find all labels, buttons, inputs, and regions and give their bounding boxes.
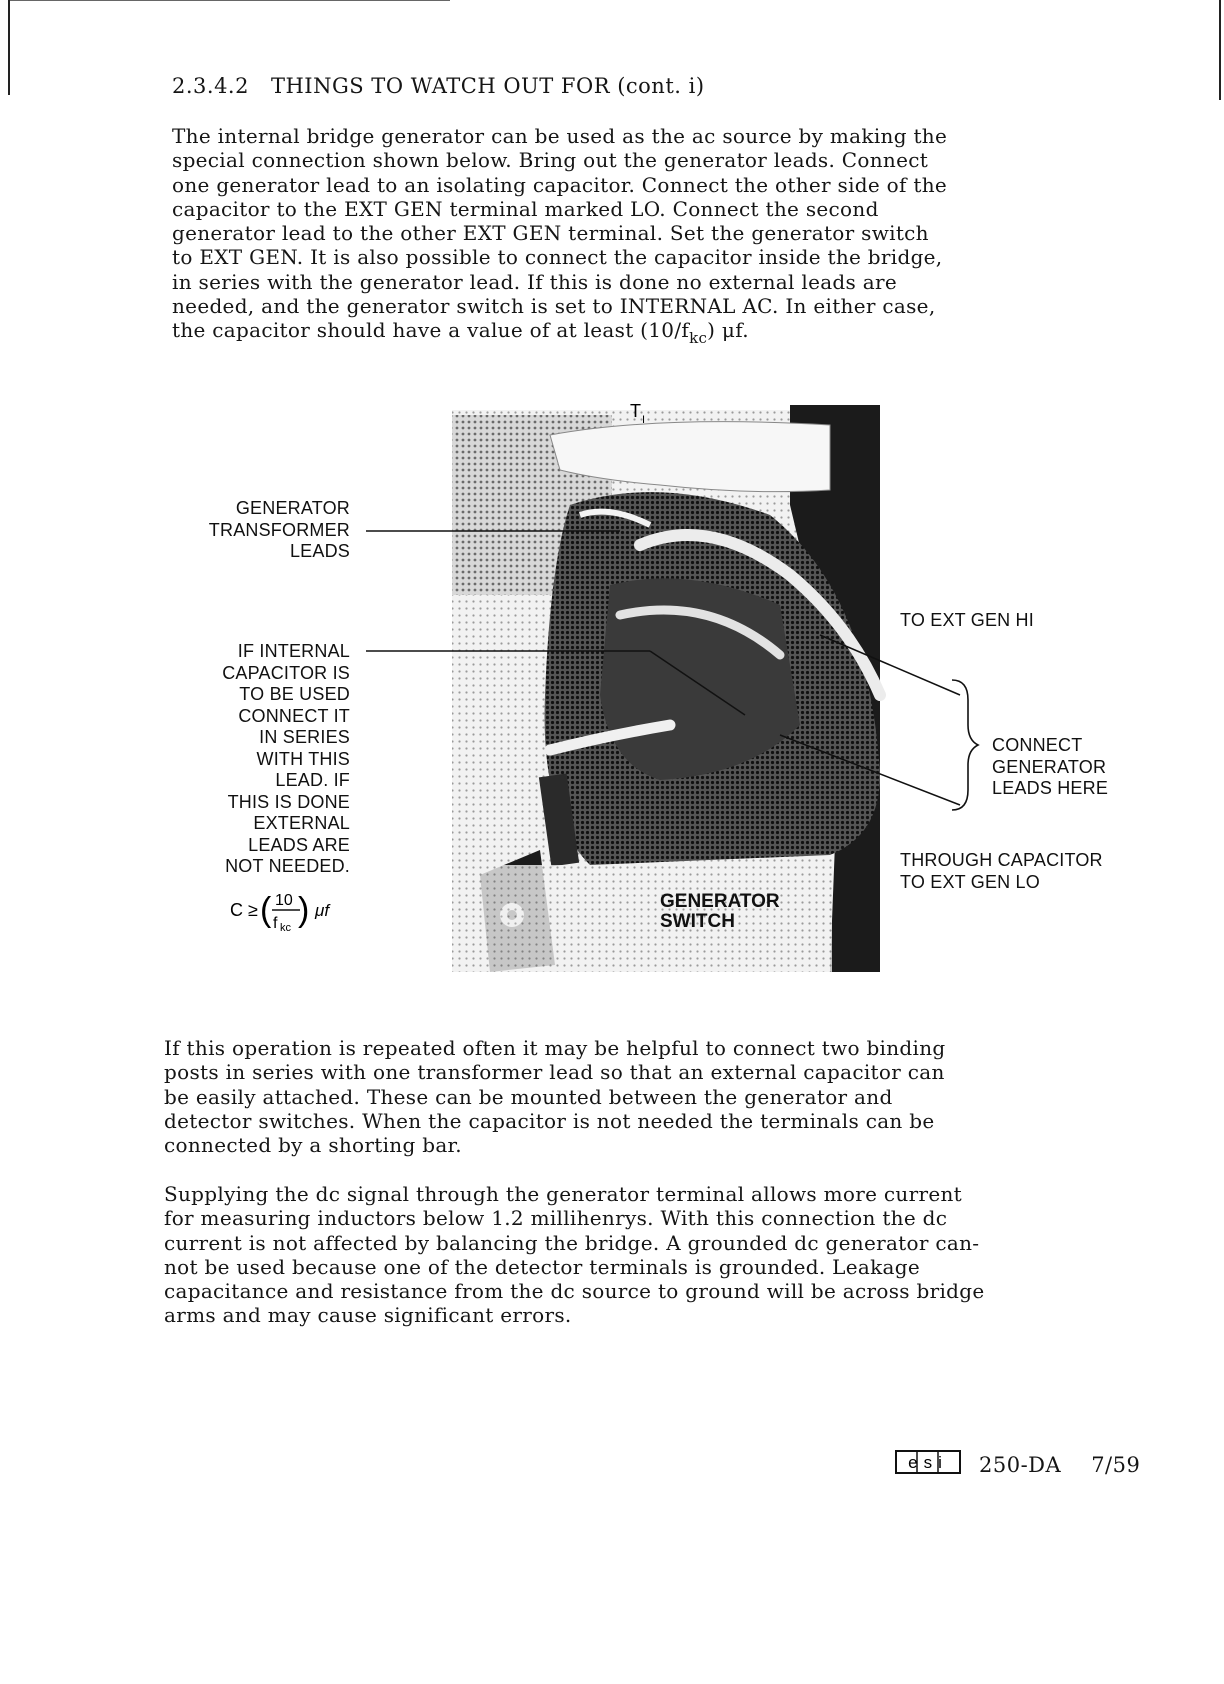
photo-label-switch-line1: GENERATOR: [660, 891, 780, 912]
photo-label-t1-sub: I: [642, 414, 646, 426]
formula-denominator: f: [273, 915, 278, 932]
label-ext-gen-lo: THROUGH CAPACITOR TO EXT GEN LO: [900, 850, 1103, 892]
text-line: If this operation is repeated often it may be helpful to connect two binding: [164, 1036, 946, 1060]
paragraph-intro: [172, 124, 948, 348]
formula-denominator-sub: kc: [280, 922, 291, 934]
footer-date: 7/59: [1091, 1452, 1141, 1477]
text-line: be easily attached. These can be mounted between the generator and: [164, 1084, 893, 1109]
text-line-formula: [172, 318, 947, 348]
text-line: arms and may cause significant errors.: [164, 1303, 572, 1328]
formula-subscript: kc: [689, 329, 708, 348]
page-edge-top: [10, 0, 450, 1]
paragraph-binding-posts: [164, 1036, 946, 1157]
text-line: The internal bridge generator can be used as the ac source by making the: [172, 124, 948, 148]
label-transformer-leads: GENERATOR TRANSFORMER LEADS: [208, 498, 350, 561]
text-line: posts in series with one transformer lead so that an external capacitor can: [164, 1060, 945, 1085]
text-line: one generator lead to an isolating capacitor. Connect the other side of the: [172, 172, 948, 197]
label-connect-leads: CONNECT GENERATOR LEADS HERE: [992, 735, 1109, 798]
text-line: generator lead to the other EXT GEN terminal. Set the generator switch: [172, 221, 929, 246]
text-line: capacitance and resistance from the dc source to ground will be across bridge: [164, 1279, 985, 1304]
page-edge-left: [8, 0, 10, 95]
text-line: to EXT GEN. It is also possible to connect the capacitor inside the bridge,: [172, 245, 943, 270]
text-line: not be used because one of the detector terminals is grounded. Leakage: [164, 1254, 920, 1279]
footer-doc-id: 250-DA: [979, 1452, 1062, 1477]
text-line: Supplying the dc signal through the generator terminal allows more current: [164, 1182, 962, 1206]
formula-numerator: 10: [275, 892, 293, 909]
brace-connect: [952, 680, 978, 810]
section-heading: [172, 74, 705, 98]
formula-prefix: the capacitor should have a value of at least (10/f: [172, 318, 690, 343]
wiring-figure: [190, 395, 1130, 975]
paragraph-dc-signal: [164, 1182, 984, 1328]
page-edge-right: [1219, 0, 1221, 100]
formula-lhs: C ≥: [230, 900, 258, 920]
formula-paren-right: ): [298, 891, 310, 929]
photo-label-t1: T: [630, 401, 641, 421]
formula-suffix: ) μf.: [707, 318, 749, 343]
text-line: capacitor to the EXT GEN terminal marked LO. Connect the second: [172, 196, 879, 221]
label-ext-gen-hi: TO EXT GEN HI: [900, 610, 1034, 630]
text-line: for measuring inductors below 1.2 millihenrys. With this connection the dc: [164, 1206, 948, 1231]
esi-logo: [895, 1450, 961, 1479]
text-line: detector switches. When the capacitor is not needed the terminals can be: [164, 1108, 935, 1133]
page-footer: [895, 1450, 1140, 1479]
section-number: 2.3.4.2: [172, 74, 249, 98]
formula-unit: μf: [315, 901, 330, 920]
text-line: special connection shown below. Bring out the generator leads. Connect: [172, 148, 929, 173]
photo-label-switch-line2: SWITCH: [660, 911, 735, 932]
capacitor-formula: [230, 885, 340, 935]
text-line: needed, and the generator switch is set to INTERNAL AC. In either case,: [172, 294, 936, 319]
formula-paren-left: (: [260, 891, 272, 929]
text-line: connected by a shorting bar.: [164, 1133, 462, 1158]
esi-logo-text: esi: [908, 1453, 948, 1472]
text-line: in series with the generator lead. If this is done no external leads are: [172, 269, 897, 294]
text-line: current is not affected by balancing the bridge. A grounded dc generator can-: [164, 1230, 980, 1255]
label-internal-capacitor: IF INTERNAL CAPACITOR IS TO BE USED CONNECT IT IN SERIES WITH THIS LEAD. IF THIS IS DONE EXTERNAL LEADS ARE NOT NEEDED.: [222, 641, 350, 876]
section-title: THINGS TO WATCH OUT FOR (cont. i): [270, 74, 705, 98]
